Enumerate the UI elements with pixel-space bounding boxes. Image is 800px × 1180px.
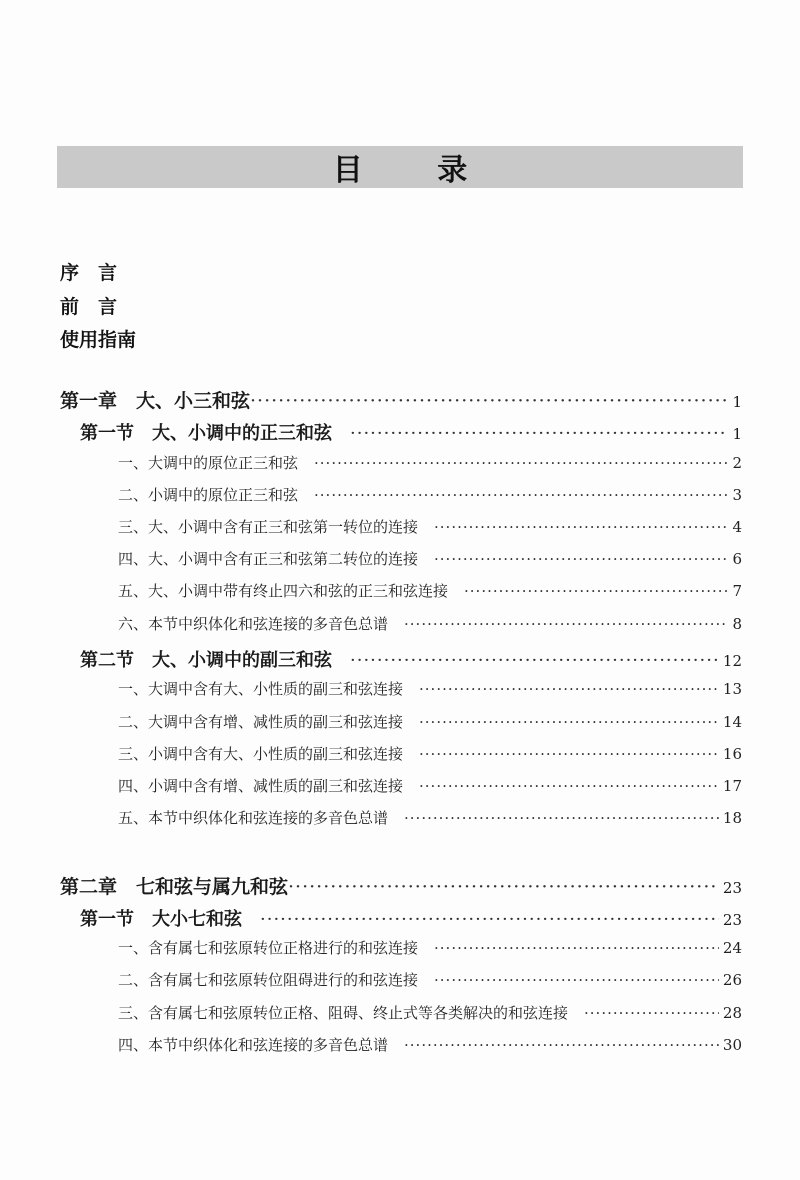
dot-leader — [434, 939, 719, 957]
page-number: 1 — [732, 425, 742, 443]
item-title: 三、大、小调中含有正三和弦第一转位的连接 — [118, 518, 419, 536]
dot-leader — [434, 971, 719, 989]
toc-item[interactable] — [118, 613, 742, 634]
page-number: 3 — [732, 486, 742, 504]
toc-item[interactable] — [118, 452, 742, 473]
toc-item[interactable] — [118, 1002, 742, 1023]
section-title: 第一节 大小七和弦 — [80, 909, 242, 930]
dot-leader — [314, 486, 728, 504]
toc-item[interactable] — [118, 775, 742, 796]
page-number: 8 — [732, 615, 742, 633]
item-title: 二、小调中的原位正三和弦 — [118, 486, 299, 504]
item-title: 三、小调中含有大、小性质的副三和弦连接 — [118, 745, 404, 763]
toc-entry-user-guide[interactable]: 使用指南 — [60, 329, 137, 351]
section-title: 第二节 大、小调中的副三和弦 — [80, 650, 332, 671]
page-number: 7 — [732, 582, 742, 600]
dot-leader — [419, 713, 719, 731]
dot-leader — [419, 777, 719, 795]
page-number: 17 — [722, 777, 742, 795]
dot-leader — [434, 518, 728, 536]
toc-item[interactable] — [118, 711, 742, 732]
page-number: 13 — [722, 680, 742, 698]
item-title: 五、大、小调中带有终止四六和弦的正三和弦连接 — [118, 582, 449, 600]
page-number: 14 — [722, 713, 742, 731]
toc-chapter-1[interactable] — [60, 386, 742, 413]
dot-leader — [404, 1036, 719, 1054]
toc-item[interactable] — [118, 484, 742, 505]
page-number: 24 — [722, 939, 742, 957]
dot-leader — [250, 390, 728, 412]
toc-item[interactable] — [118, 969, 742, 990]
page-number: 6 — [732, 550, 742, 568]
dot-leader — [584, 1004, 719, 1022]
toc-item[interactable] — [118, 743, 742, 764]
item-title: 二、大调中含有增、减性质的副三和弦连接 — [118, 713, 404, 731]
toc-item[interactable] — [118, 807, 742, 828]
item-title: 三、含有属七和弦原转位正格、阻碍、终止式等各类解决的和弦连接 — [118, 1004, 569, 1022]
dot-leader — [350, 650, 719, 671]
toc-title-bar — [57, 146, 743, 188]
page-number: 4 — [732, 518, 742, 536]
page-number: 2 — [732, 454, 742, 472]
page-number: 18 — [722, 809, 742, 827]
dot-leader — [314, 454, 728, 472]
page-number: 16 — [722, 745, 742, 763]
toc-chapter-2[interactable] — [60, 872, 742, 899]
page-number: 23 — [722, 911, 742, 929]
item-title: 一、含有属七和弦原转位正格进行的和弦连接 — [118, 939, 419, 957]
page-number: 12 — [722, 652, 742, 670]
dot-leader — [419, 680, 719, 698]
page-number: 26 — [722, 971, 742, 989]
toc-entry-foreword[interactable]: 前 言 — [60, 296, 118, 318]
item-title: 一、大调中含有大、小性质的副三和弦连接 — [118, 680, 404, 698]
dot-leader — [404, 809, 719, 827]
chapter-title: 第一章 大、小三和弦 — [60, 390, 251, 412]
toc-entry-preface[interactable]: 序 言 — [60, 262, 118, 284]
item-title: 五、本节中织体化和弦连接的多音色总谱 — [118, 809, 389, 827]
item-title: 二、含有属七和弦原转位阻碍进行的和弦连接 — [118, 971, 419, 989]
toc-item[interactable] — [118, 516, 742, 537]
toc-item[interactable] — [118, 548, 742, 569]
dot-leader — [434, 550, 728, 568]
section-title: 第一节 大、小调中的正三和弦 — [80, 423, 332, 444]
item-title: 四、小调中含有增、减性质的副三和弦连接 — [118, 777, 404, 795]
dot-leader — [404, 615, 728, 633]
toc-item[interactable] — [118, 937, 742, 958]
dot-leader — [419, 745, 719, 763]
dot-leader — [260, 909, 719, 930]
dot-leader — [350, 423, 728, 444]
page-number: 23 — [722, 879, 742, 897]
item-title: 六、本节中织体化和弦连接的多音色总谱 — [118, 615, 389, 633]
toc-item[interactable] — [118, 1034, 742, 1055]
toc-section-1-2[interactable] — [80, 646, 742, 672]
toc-section-1-1[interactable] — [80, 419, 742, 445]
item-title: 四、大、小调中含有正三和弦第二转位的连接 — [118, 550, 419, 568]
toc-item[interactable] — [118, 678, 742, 699]
chapter-title: 第二章 七和弦与属九和弦 — [60, 876, 289, 898]
item-title: 四、本节中织体化和弦连接的多音色总谱 — [118, 1036, 389, 1054]
page-number: 1 — [732, 393, 742, 411]
toc-item[interactable] — [118, 580, 742, 601]
toc-section-2-1[interactable] — [80, 905, 742, 931]
dot-leader — [288, 876, 719, 898]
toc-title: 目 录 — [332, 153, 500, 188]
item-title: 一、大调中的原位正三和弦 — [118, 454, 299, 472]
page-number: 28 — [722, 1004, 742, 1022]
page-number: 30 — [722, 1036, 742, 1054]
dot-leader — [464, 582, 728, 600]
